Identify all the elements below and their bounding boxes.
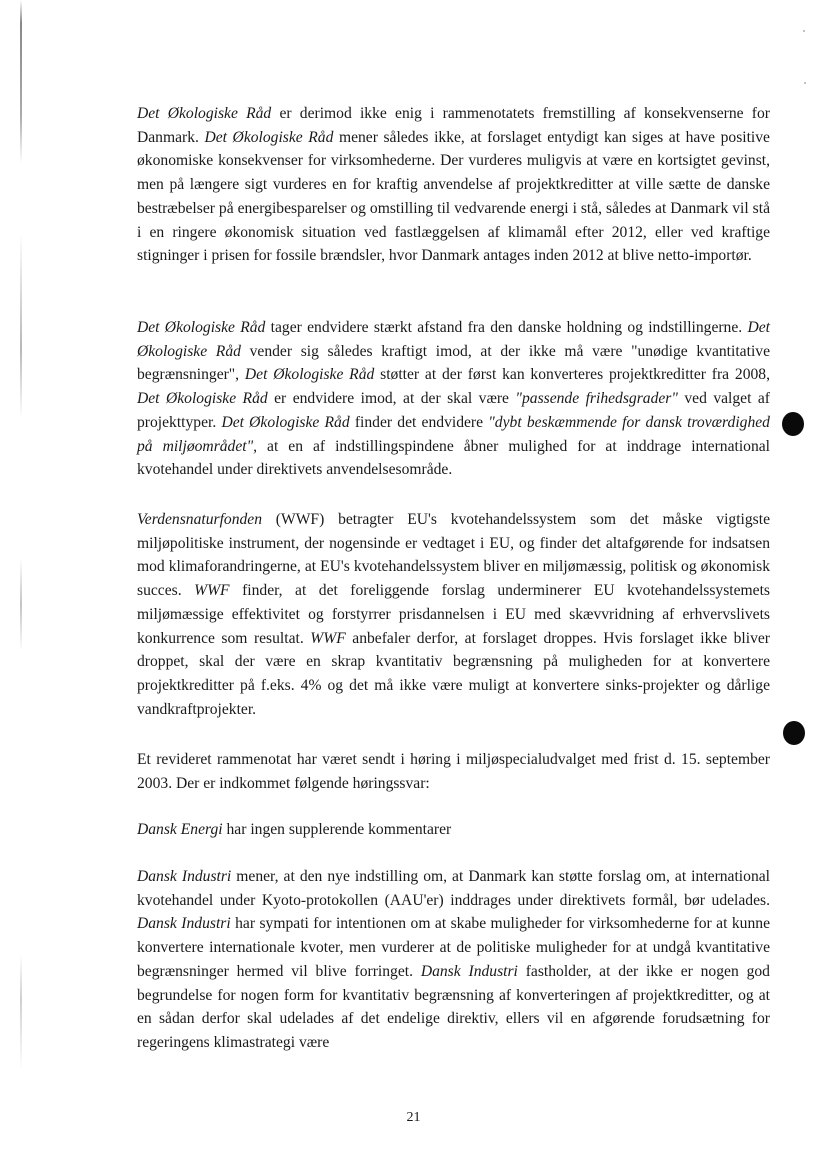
text-run: er endvidere imod, at der skal være — [267, 390, 516, 408]
italic-text-run: WWF — [310, 629, 346, 647]
text-run: har sympati for intentionen om at skabe muligheder for virksomhederne for at kunne konvertere internationale kvoter, men vurderer at de politiske muligheder for at undgå kvantitative begrænsninger hermed vil blive forringet. — [137, 915, 770, 980]
scan-speck — [804, 82, 806, 84]
text-run: har ingen supplerende kommentarer — [222, 821, 452, 838]
scan-edge-artifact — [20, 0, 22, 1163]
text-run: vender sig således kraftigt imod, at der ikke må være "unødige kvantitative begrænsninger", — [137, 342, 770, 384]
italic-text-run: Det Økologiske Råd — [137, 319, 266, 336]
punch-hole — [783, 721, 805, 745]
italic-text-run: Det Økologiske Råd — [221, 413, 350, 431]
punch-hole — [782, 412, 804, 436]
text-run: (WWF) betragter EU's kvotehandelssystem som det måske vigtigste miljøpolitiske instrument, der nogensinde er vedtaget i EU, og finder det altafgørende for indsatsen mod klimaforandringerne, at EU's kvotehandelssystem bliver en miljømæssig, politisk og økonomisk succes. — [137, 511, 770, 600]
text-run: Et revideret rammenotat har været sendt i høring i miljøspecialudvalget med frist d. 15. september 2003. Der er indkommet følgende høringssvar: — [137, 751, 770, 792]
paragraph-oekologiske-raad-1 — [137, 102, 770, 268]
italic-text-run: Det Økologiske Råd — [137, 319, 770, 360]
paragraph-dansk-energi — [137, 818, 770, 842]
italic-text-run: Dansk Industri — [137, 868, 232, 885]
italic-text-run: Dansk Industri — [420, 962, 518, 980]
page-number: 21 — [406, 1110, 421, 1125]
italic-text-run: "passende frihedsgrader" — [515, 390, 678, 408]
italic-text-run: Det Økologiske Råd — [137, 105, 272, 122]
scan-speck — [803, 30, 805, 32]
text-run: ved valget af projekttyper. — [137, 390, 770, 431]
italic-text-run: Det Økologiske Råd — [204, 128, 334, 146]
italic-text-run: "dybt beskæmmende for dansk troværdighed på miljøområdet", — [137, 413, 770, 455]
italic-text-run: Verdensnaturfonden — [137, 511, 263, 528]
italic-text-run: WWF — [194, 582, 230, 600]
text-run: er derimod ikke enig i rammenotatets fremstilling af konsekvenserne for Danmark. — [137, 105, 770, 146]
text-run: finder det endvidere — [349, 413, 489, 431]
paragraph-revideret-rammenotat — [137, 748, 770, 795]
italic-text-run: Dansk Industri — [137, 915, 231, 933]
text-run: anbefaler derfor, at forslaget droppes. Hvis forslaget ikke bliver droppet, skal der være en skrap kvantitativ begrænsning på muligheden for at konvertere projektkreditter på f.eks. 4% og det må ikke være muligt at konvertere sinks-projekter og dårlige vandkraftprojekter. — [137, 629, 771, 718]
text-run: finder, at det foreliggende forslag underminerer EU kvotehandelssystemets miljømæssige effektivitet og forstyrrer prisdannelsen i EU med skævvridning af erhvervslivets konkurrence som resultat. — [137, 582, 770, 647]
text-run: mener således ikke, at forslaget entydigt kan siges at have positive økonomiske konsekvenser for virksomhederne. Der vurderes muligvis at være en kortsigtet gevinst, men på længere sigt vurderes en for kraftig anvendelse af projektkreditter at ville sætte de danske bestræbelser på energibesparelser og omstilling til vedvarende energi i stå, således at Danmark vil stå i en ringere økonomisk situation ved fastlæggelsen af klimamål efter 2012, eller ved kraftige stigninger i prisen for fossile brændsler, hvor Danmark antages inden 2012 at blive netto-importør. — [137, 128, 770, 265]
italic-text-run: Det Økologiske Råd — [244, 366, 375, 384]
text-run: tager endvidere stærkt afstand fra den danske holdning og indstillingerne. — [265, 319, 748, 336]
text-run: støtter at der først kan konverteres projektkreditter fra 2008, — [374, 366, 770, 384]
paragraph-dansk-industri — [137, 865, 770, 1055]
text-run: mener, at den nye indstilling om, at Danmark kan støtte forslag om, at international kvotehandel under Kyoto-protokollen (AAU'er) inddrages under direktivets formål, bør udelades. — [137, 868, 770, 909]
paragraph-oekologiske-raad-2 — [137, 316, 770, 482]
italic-text-run: Det Økologiske Råd — [137, 390, 268, 408]
text-run: at en af indstillingspindene åbner mulighed for at inddrage international kvotehandel under direktivets anvendelsesområde. — [137, 437, 770, 479]
text-run: fastholder, at der ikke er nogen god begrundelse for nogen form for kvantitativ begrænsning af konverteringen af projektkreditter, og at en sådan derfor skal udelades af det endelige direktiv, ellers vil en afgørende forudsætning for regeringens klimastrategi være — [137, 962, 770, 1051]
paragraph-verdensnaturfonden — [137, 508, 770, 721]
italic-text-run: Dansk Energi — [137, 821, 223, 838]
